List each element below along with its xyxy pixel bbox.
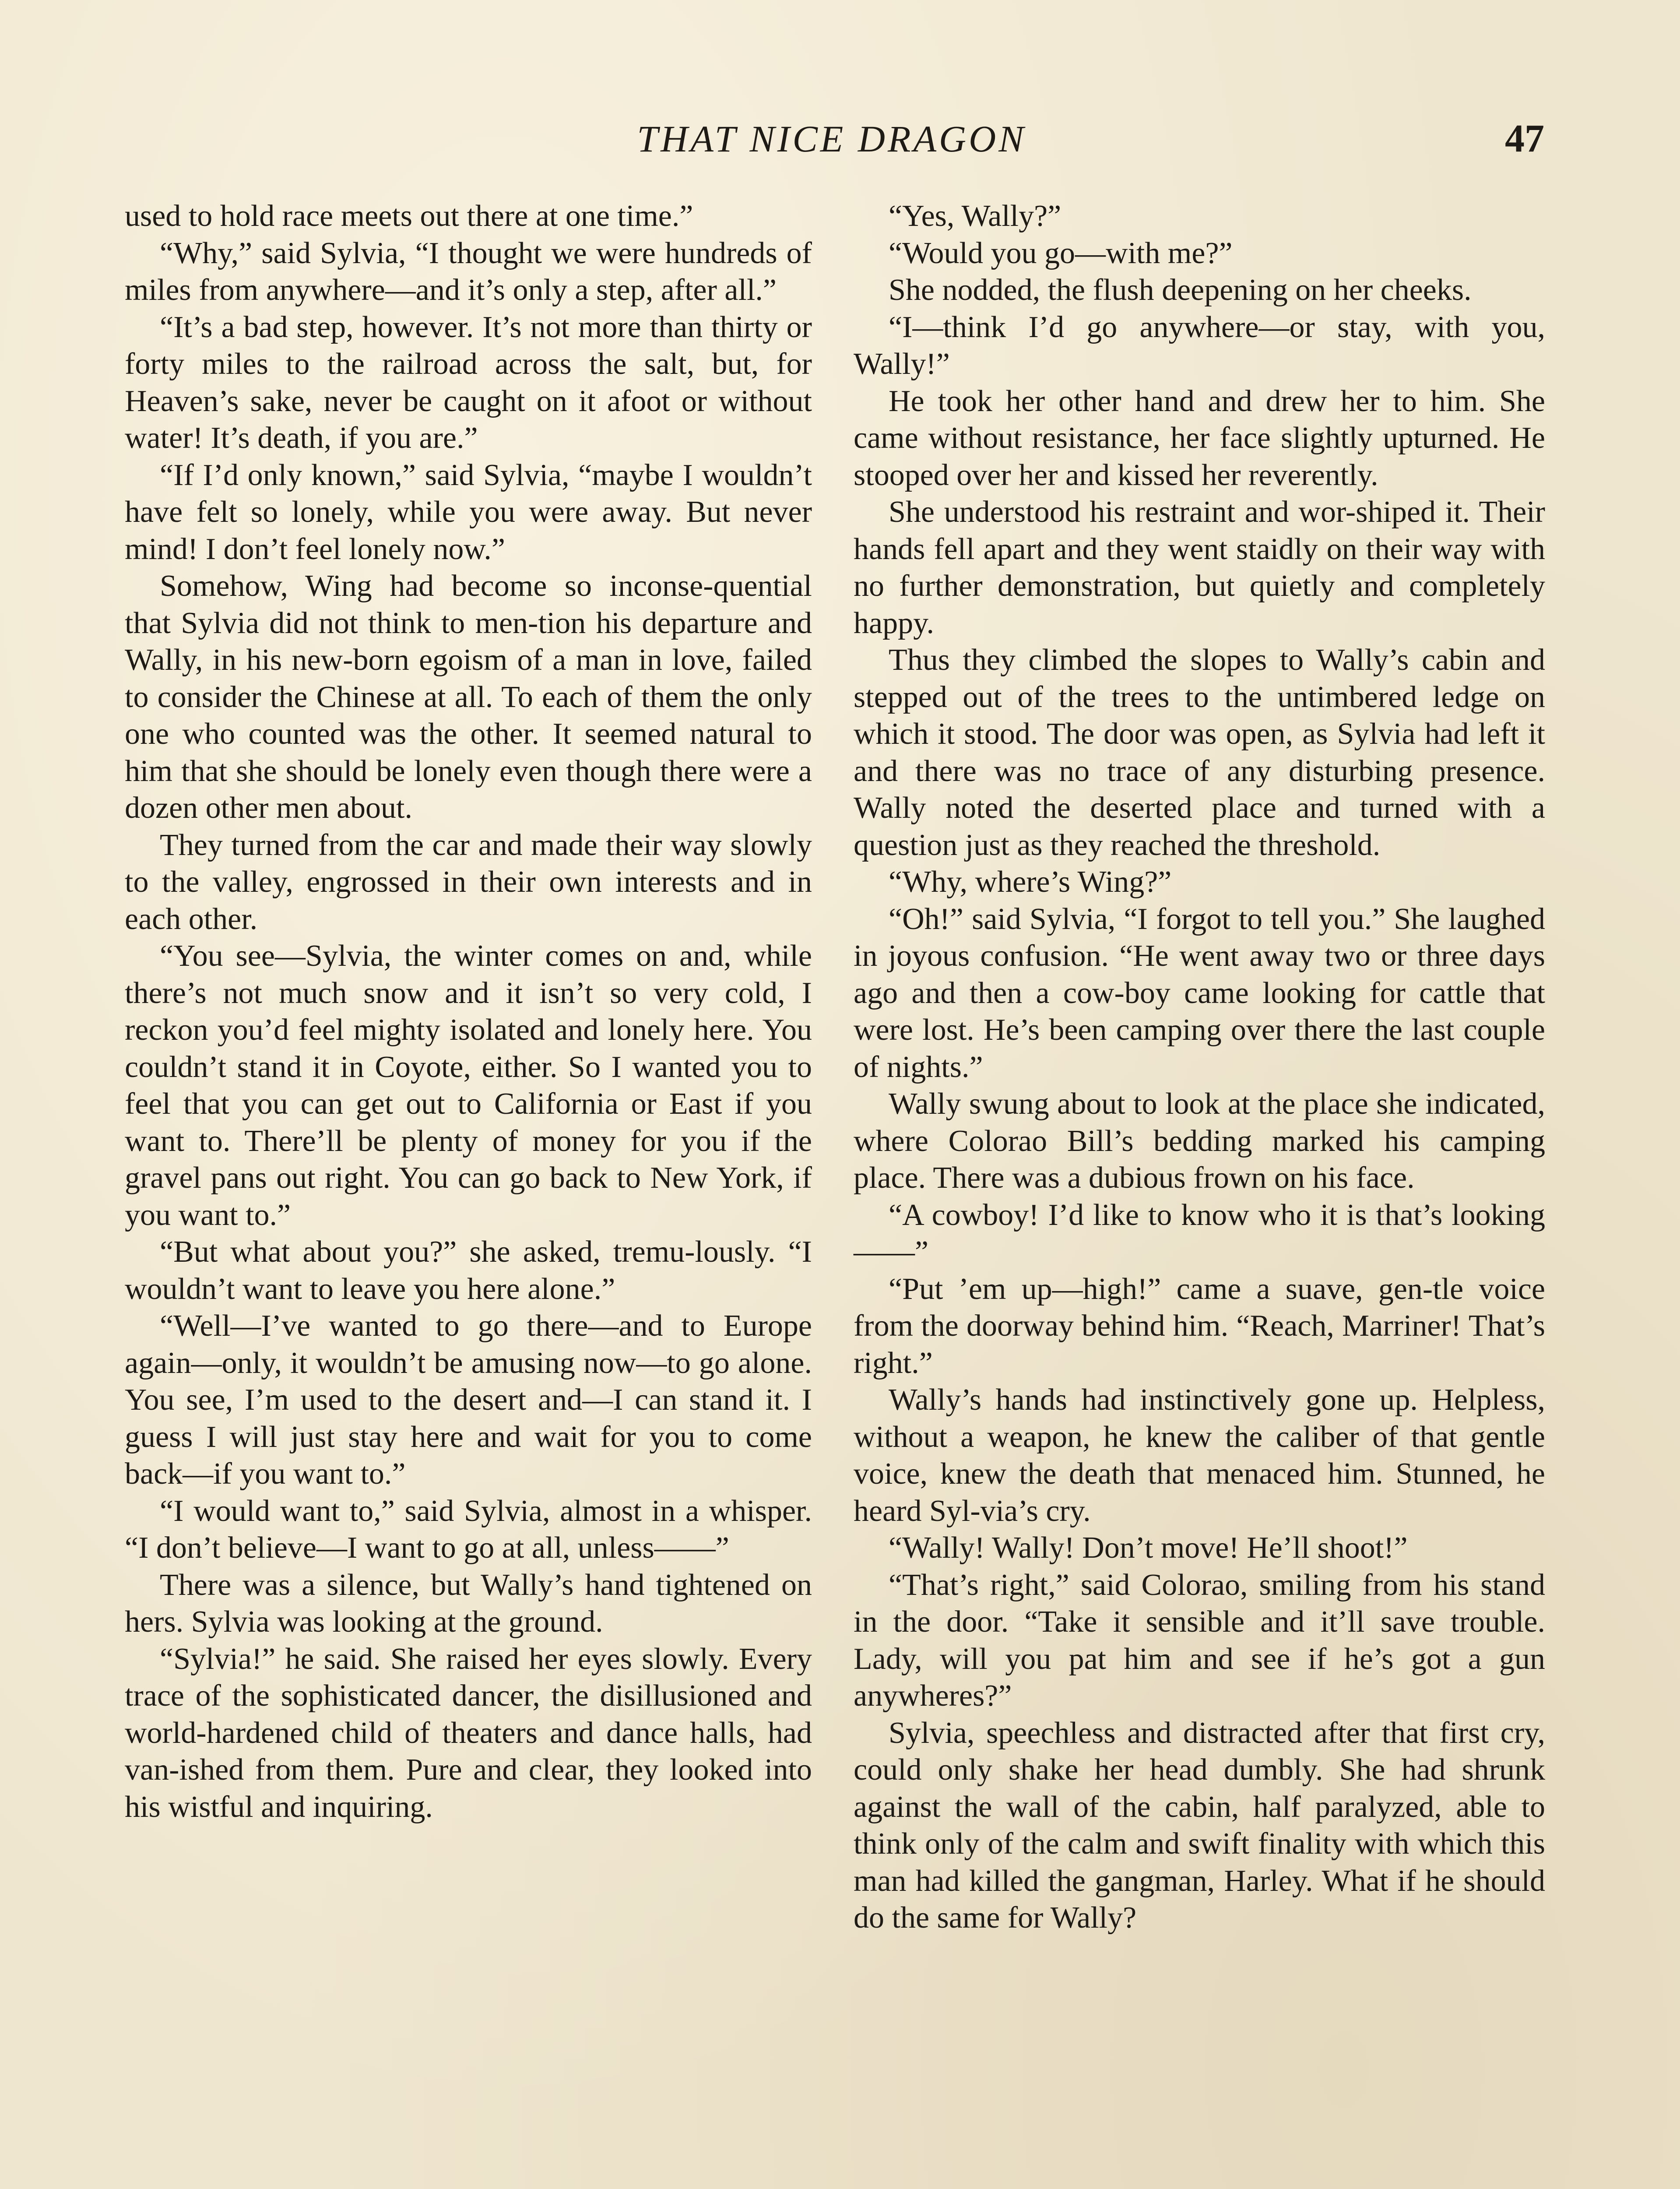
paragraph: “Why, where’s Wing?” (889, 865, 1172, 899)
paragraph: “Sylvia!” he said. She raised her eyes slowly. Every trace of the sophisticated dancer, the disillusioned and world-hardened child of theaters and dance halls, had van-ished from them. Pure and clear, they looked into his wistful and inquiring. (125, 1642, 812, 1824)
paragraph: “Would you go—with me?” (889, 236, 1233, 270)
paragraph: “If I’d only known,” said Sylvia, “maybe I wouldn’t have felt so lonely, while you were away. But never mind! I don’t feel lonely now.” (125, 458, 812, 566)
paragraph: “Put ’em up—high!” came a suave, gen-tle voice from the doorway behind him. “Reach, Marriner! That’s right.” (854, 1272, 1545, 1380)
paragraph: Sylvia, speechless and distracted after that first cry, could only shake her head dumbly. She had shrunk against the wall of the cabin, half paralyzed, able to think only of the calm and swift finality with which this man had killed the gangman, Harley. What if he should do the same for Wally? (854, 1716, 1545, 1935)
paragraph: She nodded, the flush deepening on her cheeks. (889, 273, 1472, 307)
paragraph: He took her other hand and drew her to him. She came without resistance, her face slightly upturned. He stooped over her and kissed her reverently. (854, 384, 1545, 492)
right-column (854, 198, 1545, 1937)
paragraph: She understood his restraint and wor-shiped it. Their hands fell apart and they went staidly on their way with no further demonstration, but quietly and completely happy. (854, 495, 1545, 640)
left-column (125, 198, 812, 1826)
paragraph: “That’s right,” said Colorao, smiling from his stand in the door. “Take it sensible and it’ll save trouble. Lady, will you pat him and see if he’s got a gun anywheres?” (854, 1568, 1545, 1713)
running-title: THAT NICE DRAGON (637, 118, 1026, 160)
paragraph: “But what about you?” she asked, tremu-lously. “I wouldn’t want to leave you here alone.” (125, 1235, 812, 1306)
paragraph: used to hold race meets out there at one time.” (125, 199, 693, 233)
paragraph: They turned from the car and made their way slowly to the valley, engrossed in their own interests and in each other. (125, 828, 812, 936)
paragraph: “Oh!” said Sylvia, “I forgot to tell you.” She laughed in joyous confusion. “He went away two or three days ago and then a cow-boy came looking for cattle that were lost. He’s been camping over there the last couple of nights.” (854, 902, 1545, 1084)
paragraph: Somehow, Wing had become so inconse-quential that Sylvia did not think to men-tion his departure and Wally, in his new-born egoism of a man in love, failed to consider the Chinese at all. To each of them the only one who counted was the other. It seemed natural to him that she should be lonely even though there were a dozen other men about. (125, 569, 812, 825)
paragraph: “It’s a bad step, however. It’s not more than thirty or forty miles to the railroad across the salt, but, for Heaven’s sake, never be caught on it afoot or without water! It’s death, if you are.” (125, 310, 812, 455)
paragraph: “Yes, Wally?” (889, 199, 1061, 233)
paragraph: “Well—I’ve wanted to go there—and to Europe again—only, it wouldn’t be amusing now—to go alone. You see, I’m used to the desert and—I can stand it. I guess I will just stay here and wait for you to come back—if you want to.” (125, 1309, 812, 1491)
paragraph: Thus they climbed the slopes to Wally’s cabin and stepped out of the trees to the untimbered ledge on which it stood. The door was open, as Sylvia had left it and there was no trace of any disturbing presence. Wally noted the deserted place and turned with a question just as they reached the threshold. (854, 643, 1545, 862)
paragraph: Wally’s hands had instinctively gone up. Helpless, without a weapon, he knew the caliber of that gentle voice, knew the death that menaced him. Stunned, he heard Syl-via’s cry. (854, 1383, 1545, 1528)
paragraph: “You see—Sylvia, the winter comes on and, while there’s not much snow and it isn’t so very cold, I reckon you’d feel mighty isolated and lonely here. You couldn’t stand it in Coyote, either. So I wanted you to feel that you can get out to California or East if you want to. There’ll be plenty of money for you if the gravel pans out right. You can go back to New York, if you want to.” (125, 939, 812, 1232)
paragraph: “A cowboy! I’d like to know who it is that’s looking——” (854, 1198, 1545, 1269)
paragraph: “I—think I’d go anywhere—or stay, with you, Wally!” (854, 310, 1545, 381)
paragraph: Wally swung about to look at the place she indicated, where Colorao Bill’s bedding marked his camping place. There was a dubious frown on his face. (854, 1087, 1545, 1195)
paragraph: “Wally! Wally! Don’t move! He’ll shoot!” (889, 1531, 1408, 1565)
paragraph: There was a silence, but Wally’s hand tightened on hers. Sylvia was looking at the ground. (125, 1568, 812, 1639)
page-number: 47 (1505, 117, 1544, 160)
paragraph: “I would want to,” said Sylvia, almost in a whisper. “I don’t believe—I want to go at all, unless——” (125, 1494, 812, 1565)
paragraph: “Why,” said Sylvia, “I thought we were hundreds of miles from anywhere—and it’s only a step, after all.” (125, 236, 812, 307)
page-header (0, 115, 1680, 167)
